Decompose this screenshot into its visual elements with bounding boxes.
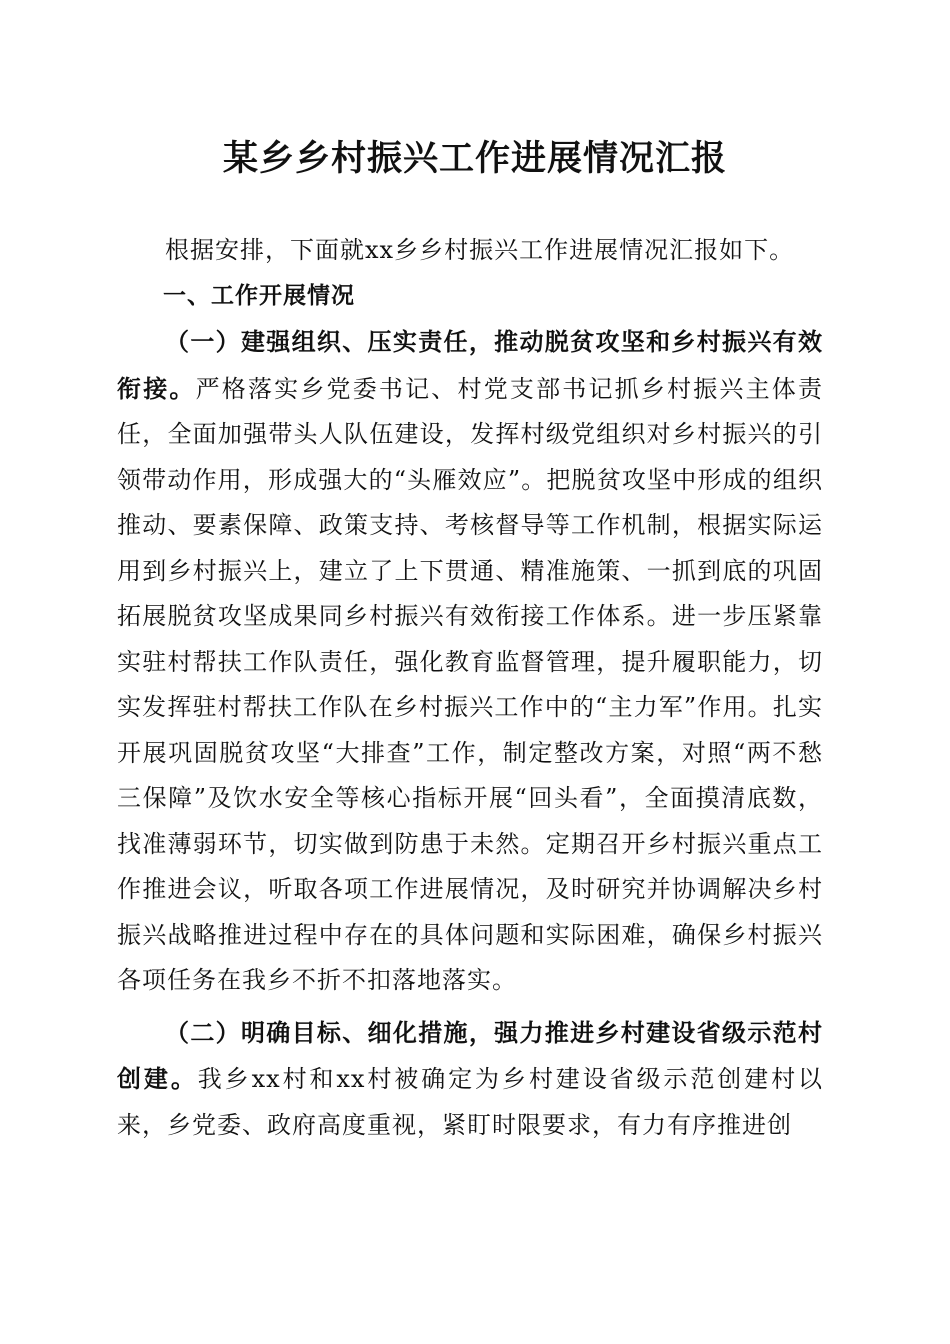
- item-2-text: 我乡xx村和xx村被确定为乡村建设省级示范创建村以来，乡党委、政府高度重视，紧盯时限要求，有力有序推进创: [117, 1065, 824, 1139]
- item-2-subheading: （二）明确目标、细化措施，强力推进乡村建设省级示范村创建。: [117, 1017, 823, 1093]
- section-1-item-2: [117, 1010, 823, 1149]
- section-heading-1: 一、工作开展情况: [163, 282, 355, 309]
- item-1-text: 严格落实乡党委书记、村党支部书记抓乡村振兴主体责任，全面加强带头人队伍建设，发挥村级党组织对乡村振兴的引领带动作用，形成强大的“头雁效应”。把脱贫攻坚中形成的组织推动、要素保障、政策支持、考核督导等工作机制，根据实际运用到乡村振兴上，建立了上下贯通、精准施策、一抓到底的巩固拓展脱贫攻坚成果同乡村振兴有效衔接工作体系。进一步压紧靠实驻村帮扶工作队责任，强化教育监督管理，提升履职能力，切实发挥驻村帮扶工作队在乡村振兴工作中的“主力军”作用。扎实开展巩固脱贫攻坚“大排查”工作，制定整改方案，对照“两不愁三保障”及饮水安全等核心指标开展“回头看”，全面摸清底数，找准薄弱环节，切实做到防患于未然。定期召开乡村振兴重点工作推进会议，听取各项工作进展情况，及时研究并协调解决乡村振兴战略推进过程中存在的具体问题和实际困难，确保乡村振兴各项任务在我乡不折不扣落地落实。: [117, 374, 823, 994]
- document-title: 某乡乡村振兴工作进展情况汇报: [222, 138, 727, 179]
- section-1-item-1: [117, 319, 823, 1004]
- item-1-subheading: （一）建强组织、压实责任，推动脱贫攻坚和乡村振兴有效衔接。: [117, 327, 823, 403]
- document-body: [117, 228, 823, 1148]
- intro-paragraph: 根据安排，下面就xx乡乡村振兴工作进展情况汇报如下。: [165, 236, 795, 264]
